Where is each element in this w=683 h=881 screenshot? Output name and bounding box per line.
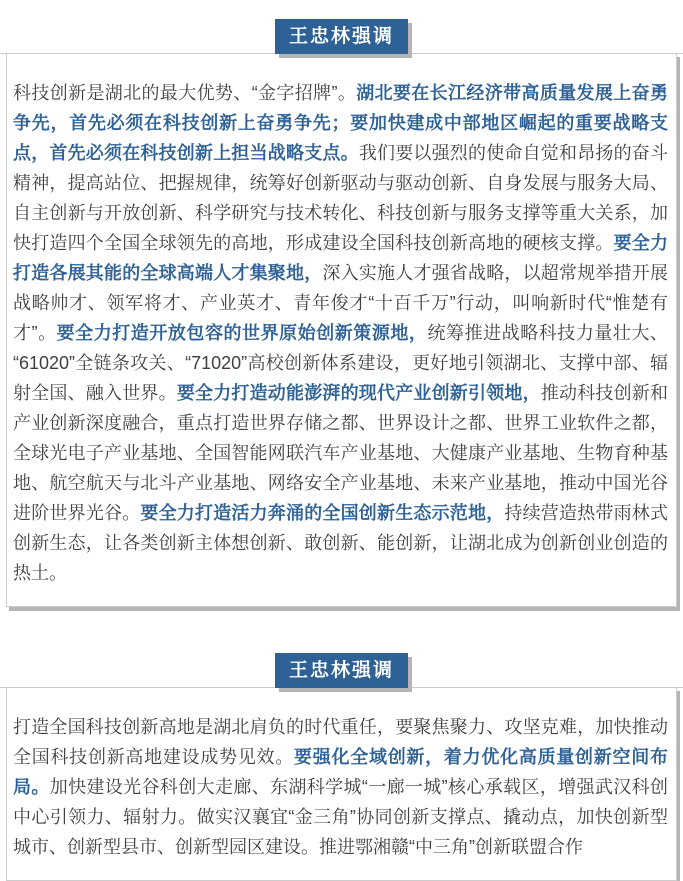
speaker-badge bbox=[275, 653, 408, 688]
speaker-badge-label: 王忠林强调 bbox=[288, 26, 394, 47]
text-run-normal: 持续营造热带雨林式创新生态，让各类创新主体想创新、敢创新、能创新，让湖北成为创新创业创造的热土。 bbox=[13, 503, 669, 583]
text-run-normal: 统筹推进战略科技力量壮大、“61020”全链条攻关、“71020”高校创新体系建设，更好地引领湖北、支撑中部、辐射全国、融入世界。 bbox=[13, 323, 668, 403]
statement-content-box bbox=[6, 53, 677, 607]
statement-section-2 bbox=[0, 634, 683, 881]
statement-paragraph bbox=[13, 712, 668, 862]
statement-paragraph bbox=[13, 78, 668, 588]
text-run-bold-blue: 湖北要在长江经济带高质量发展上奋勇争先，首先必须在科技创新上奋勇争先；要加快建成中部地区崛起的重要战略支点，首先必须在科技创新上担当战略支点。 bbox=[13, 83, 668, 163]
text-run-bold-blue: 要全力打造活力奔涌的全国创新生态示范地， bbox=[140, 503, 505, 523]
text-run-normal: 我们要以强烈的使命自觉和昂扬的奋斗精神，提高站位、把握规律，统筹好创新驱动与驱动创新、自身发展与服务大局、自主创新与开放创新、科学研究与技术转化、科技创新与服务支撑等重大关系，加快打造四个全国全球领先的高地，形成建设全国科技创新高地的硬核支撑。 bbox=[13, 143, 669, 253]
text-run-normal: 加快建设光谷科创大走廊、东湖科学城“一廊一城”核心承载区，增强武汉科创中心引领力、辐射力。做实汉襄宜“金三角”协同创新支撑点、撬动点，加快创新型城市、创新型县市、创新型园区建设。推进鄂湘赣“中三角”创新联盟合作 bbox=[13, 777, 668, 857]
text-run-bold-blue: 要全力打造各展其能的全球高端人才集聚地， bbox=[13, 233, 669, 283]
text-run-bold-blue: 要全力打造开放包容的世界原始创新策源地， bbox=[56, 323, 428, 343]
text-run-normal: 科技创新是湖北的最大优势、“金字招牌”。 bbox=[13, 83, 357, 103]
speaker-badge-label: 王忠林强调 bbox=[288, 660, 394, 681]
speaker-badge bbox=[275, 19, 408, 54]
text-run-normal: 打造全国科技创新高地是湖北肩负的时代重任，要聚焦聚力、攻坚克难，加快推动全国科技创新高地建设成势见效。 bbox=[13, 717, 668, 767]
text-run-bold-blue: 要全力打造动能澎湃的现代产业创新引领地， bbox=[176, 383, 541, 403]
text-run-normal: 深入实施人才强省战略，以超常规举措开展战略帅才、领军将才、产业英才、青年俊才“十百千万”行动，叫响新时代“惟楚有才”。 bbox=[13, 263, 669, 343]
text-run-bold-blue: 要强化全域创新，着力优化高质量创新空间布局。 bbox=[13, 747, 668, 797]
statement-content-box bbox=[6, 687, 677, 881]
text-run-normal: 推动科技创新和产业创新深度融合，重点打造世界存储之都、世界设计之都、世界工业软件之都，全球光电子产业基地、全国智能网联汽车产业基地、大健康产业基地、生物育种基地、航空航天与北斗产业基地、网络安全产业基地、未来产业基地，推动中国光谷进阶世界光谷。 bbox=[13, 383, 669, 523]
